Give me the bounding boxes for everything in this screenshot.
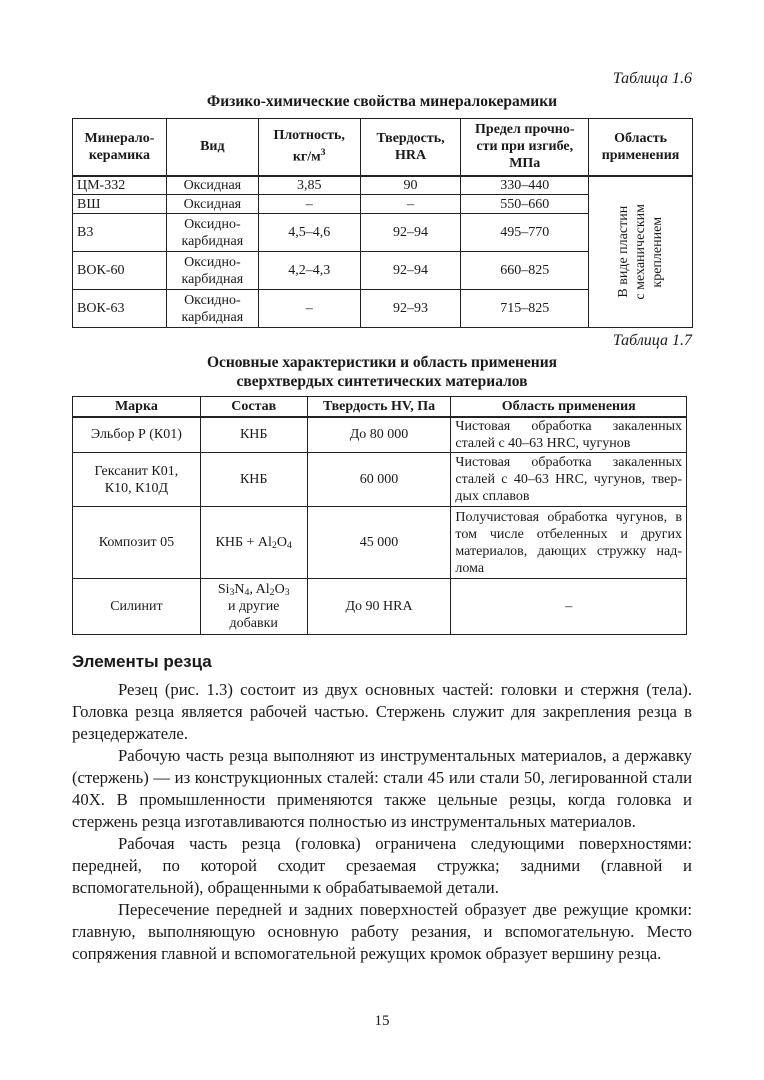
cell-composition: КНБ + $Al_2O_4$ [200,507,307,579]
cell-brand: Композит 05 [73,507,201,579]
cell-mineral: ВШ [73,195,167,214]
section-body [72,679,692,965]
header-application: Область применения [451,397,687,417]
cell-brand: Силинит [73,579,201,635]
cell-type: Оксидная [166,176,258,195]
cell-density: – [258,290,360,328]
cell-mineral: ЦМ-332 [73,176,167,195]
cell-type: Оксидно- карбидная [166,290,258,328]
table-row [73,507,687,579]
cell-hardness: До 90 HRA [307,579,451,635]
cell-brand: Гексанит К01, К10, К10Д [73,453,201,507]
header-density: Плотность, $кг/м^3$ [258,119,360,176]
cell-hardness: – [360,195,461,214]
cell-mineral: ВОК-63 [73,290,167,328]
cell-composition: КНБ [200,453,307,507]
page-number: 15 [374,1013,390,1029]
cell-density: 4,2–4,3 [258,252,360,290]
cell-strength: 495–770 [461,214,589,252]
cell-hardness: 45 000 [307,507,451,579]
header-mineral: Минерало- керамика [73,119,167,176]
cell-density: – [258,195,360,214]
header-hardness: Твердость HV, Па [307,397,451,417]
cell-strength: 550–660 [461,195,589,214]
cell-type: Оксидно- карбидная [166,252,258,290]
cell-hardness: 92–94 [360,214,461,252]
table-title-1-6: Физико-химические свойства минералокерамики [206,93,558,110]
table-row [73,176,693,195]
cell-strength: 330–440 [461,176,589,195]
cell-composition: $Si_3N_4$, $Al_2O_3$ и другие добавки [200,579,307,635]
table-1-6 [72,118,693,328]
table-row [73,579,687,635]
cell-hardness: 92–94 [360,252,461,290]
cell-hardness: 60 000 [307,453,451,507]
table-title-1-7: Основные характеристики и область применения сверхтвердых синтетических материалов [206,354,558,390]
table-1-7 [72,396,687,635]
cell-type: Оксидно- карбидная [166,214,258,252]
header-type: Вид [166,119,258,176]
cell-strength: 660–825 [461,252,589,290]
cell-density: 3,85 [258,176,360,195]
cell-brand: Эльбор Р (К01) [73,417,201,453]
table-header-row [73,397,687,417]
cell-application: Чистовая обработка закаленных сталей с 40–63 HRC, чугунов, твер-дых сплавов [451,453,687,507]
table-row [73,453,687,507]
cell-application: – [451,579,687,635]
table-row [73,417,687,453]
paragraph: Рабочую часть резца выполняют из инструментальных материалов, а державку (стержень) — из конструкционных сталей: стали 45 или стали 50, легированной стали 40Х. В промышленности применяются также цельные резцы, когда головка и стержень резца изготавливаются полностью из инструментальных материалов. [72,746,692,831]
header-brand: Марка [73,397,201,417]
table-number-1-6: Таблица 1.6 [612,70,692,87]
cell-application-merged: В виде пластин с механическим креплением [589,176,693,328]
cell-hardness: 90 [360,176,461,195]
cell-type: Оксидная [166,195,258,214]
cell-density: 4,5–4,6 [258,214,360,252]
table-number-1-7: Таблица 1.7 [612,332,692,349]
cell-mineral: ВОК-60 [73,252,167,290]
section-heading: Элементы резца [72,652,212,671]
paragraph: Рабочая часть резца (головка) ограничена следующими поверхностями: передней, по которой сходит срезаемая стружка; задними (главной и вспомогательной), обращенными к обрабатываемой детали. [72,834,692,897]
header-composition: Состав [200,397,307,417]
cell-application: Получистовая обработка чугунов, в том числе отбеленных и других материалов, дающих стружку над-лома [451,507,687,579]
cell-application: Чистовая обработка закаленных сталей с 40–63 HRC, чугунов [451,417,687,453]
header-hardness: Твердость, HRA [360,119,461,176]
header-application: Область применения [589,119,693,176]
cell-hardness: До 80 000 [307,417,451,453]
cell-strength: 715–825 [461,290,589,328]
cell-hardness: 92–93 [360,290,461,328]
header-strength: Предел прочно- сти при изгибе, МПа [461,119,589,176]
paragraph: Пересечение передней и задних поверхностей образует две режущие кромки: главную, выполняющую основную работу резания, и вспомогательную. Место сопряжения главной и вспомогательной режущих кромок образует вершину резца. [72,900,692,963]
cell-mineral: В3 [73,214,167,252]
table-header-row [73,119,693,176]
paragraph: Резец (рис. 1.3) состоит из двух основных частей: головки и стержня (тела). Головка резца является рабочей частью. Стержень служит для закрепления резца в резцедержателе. [72,680,692,743]
cell-composition: КНБ [200,417,307,453]
